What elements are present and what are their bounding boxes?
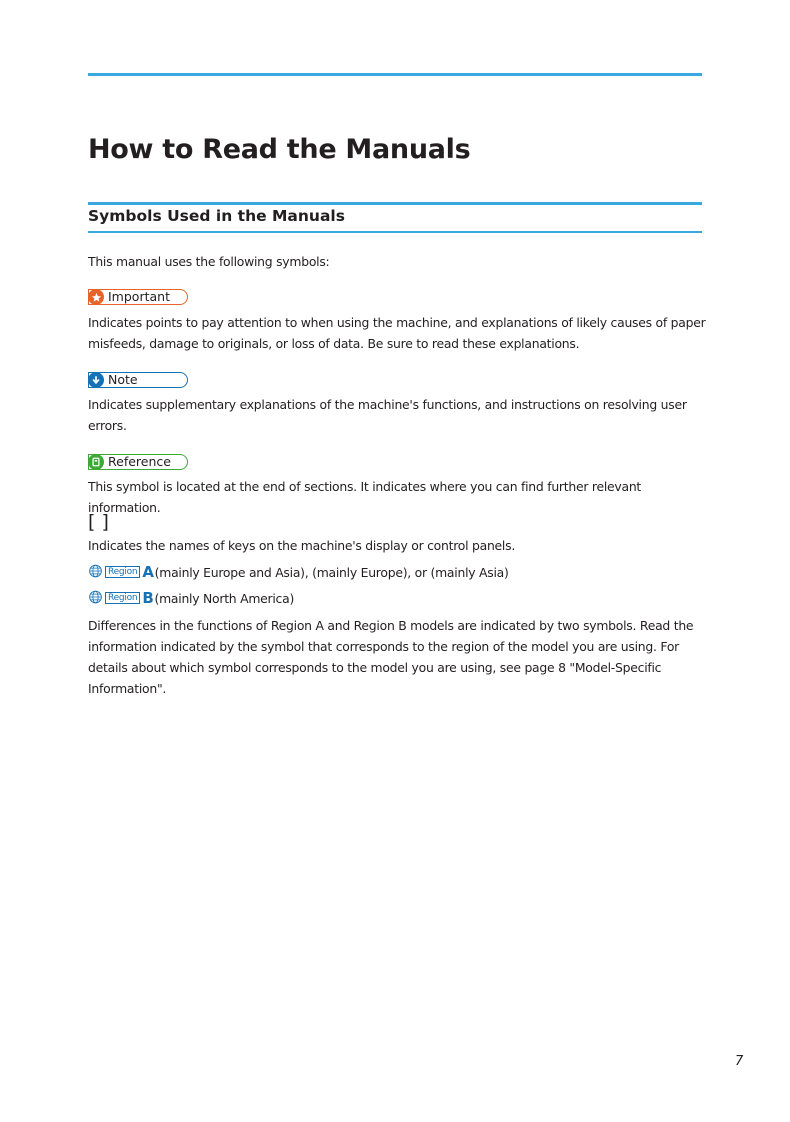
star-icon	[88, 289, 104, 305]
section-title: Symbols Used in the Manuals	[88, 207, 345, 225]
down-arrow-icon	[88, 372, 104, 388]
important-label: Important	[108, 289, 170, 304]
region-a-box: Region	[105, 566, 140, 578]
page-number: 7	[735, 1054, 744, 1069]
region-b-letter: B	[142, 589, 154, 607]
reference-badge	[88, 454, 188, 470]
brackets-symbol: [ ]	[88, 511, 109, 533]
note-label: Note	[108, 372, 138, 387]
reference-label: Reference	[108, 454, 171, 469]
note-badge	[88, 372, 188, 388]
top-rule	[88, 73, 702, 76]
book-icon	[88, 454, 104, 470]
region-explanation: Differences in the functions of Region A and Region B models are indicated by two symbols. Read the information indicated by the symbol that corresponds to the region of the model you are using. For details about which symbol corresponds to the model you are using, see page 8 "Model-Specific Information".	[88, 618, 694, 696]
page-title: How to Read the Manuals	[88, 134, 471, 165]
important-badge	[88, 289, 188, 305]
intro-text: This manual uses the following symbols:	[88, 254, 330, 269]
region-a-line	[88, 563, 509, 581]
region-a-letter: A	[142, 563, 154, 581]
region-b-line	[88, 589, 294, 607]
globe-icon	[88, 564, 103, 581]
region-b-description: (mainly North America)	[154, 590, 295, 606]
brackets-description: Indicates the names of keys on the machine's display or control panels.	[88, 538, 516, 553]
region-a-description: (mainly Europe and Asia), (mainly Europe), or (mainly Asia)	[154, 564, 509, 580]
region-b-box: Region	[105, 592, 140, 604]
section-rule-bottom	[88, 231, 702, 233]
globe-icon	[88, 590, 103, 607]
note-description: Indicates supplementary explanations of the machine's functions, and instructions on resolving user errors.	[88, 397, 687, 433]
reference-description: This symbol is located at the end of sections. It indicates where you can find further relevant information.	[88, 479, 642, 515]
important-description: Indicates points to pay attention to when using the machine, and explanations of likely causes of paper misfeeds, damage to originals, or loss of data. Be sure to read these explanations.	[88, 315, 706, 351]
section-rule-top	[88, 202, 702, 205]
